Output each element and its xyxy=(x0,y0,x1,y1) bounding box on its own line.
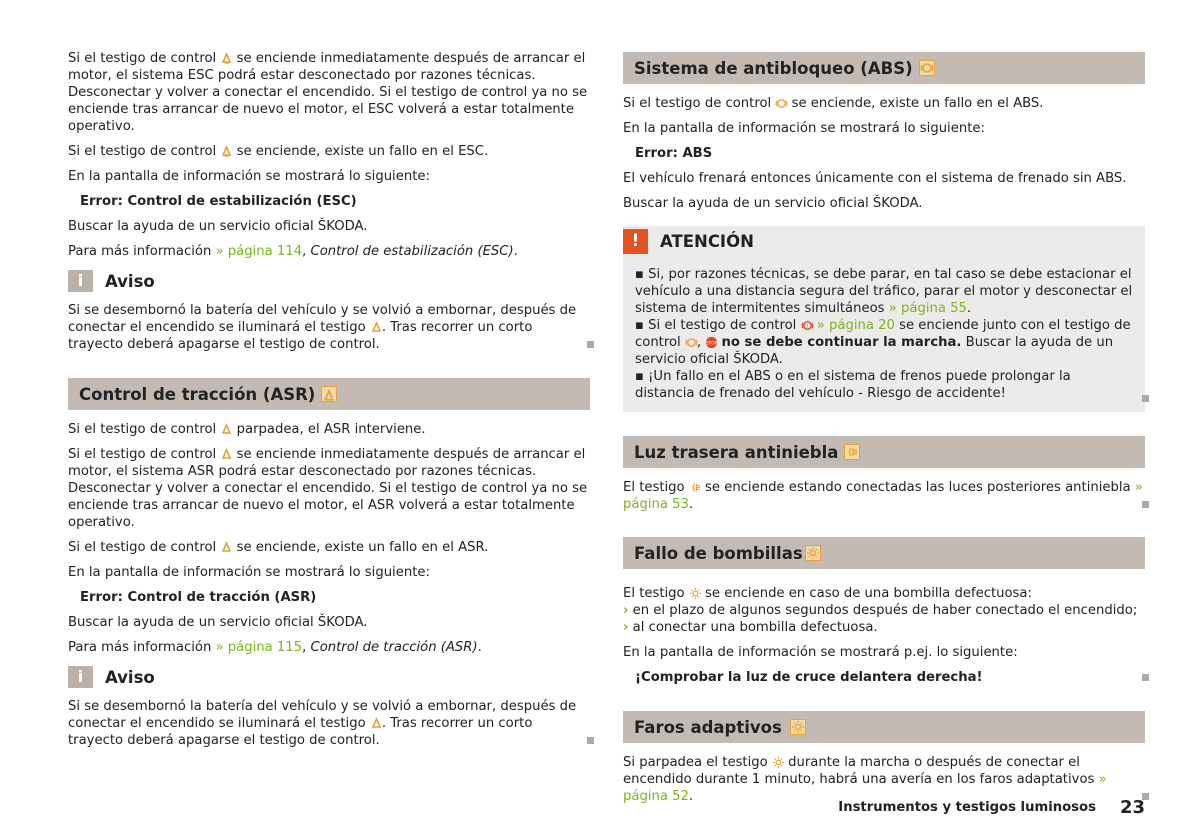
abs-para-1: Si el testigo de control se enciende, existe un fallo en el ABS. xyxy=(623,96,1044,111)
esc-para-2: Si el testigo de control se enciende, existe un fallo en el ESC. xyxy=(68,144,489,159)
right-column xyxy=(623,52,1145,813)
svg-text:STOP: STOP xyxy=(706,340,718,346)
asr-para-3: Si el testigo de control se enciende, existe un fallo en el ASR. xyxy=(68,540,489,555)
section-end-marker xyxy=(1142,395,1149,402)
footer-title: Instrumentos y testigos luminosos xyxy=(838,800,1096,815)
asr-para-2: Si el testigo de control se enciende inmediatamente después de arrancar el motor, el sistema ASR podrá estar desconectado por razones técnicas. Desconectar y volver a conectar el encendido. Si el testigo de control ya no se enciende tras arrancar de nuevo el motor, el ASR volverá a estar totalmente operativo. xyxy=(68,447,588,530)
afs-lamp-icon xyxy=(790,719,806,735)
asr-para-6: Para más información » página 115, Control de tracción (ASR). xyxy=(68,640,482,655)
abs-para-3: El vehículo frenará entonces únicamente con el sistema de frenado sin ABS. xyxy=(623,171,1127,186)
abs-section-header: Sistema de antibloqueo (ABS) xyxy=(623,52,1145,84)
afs-section-header: Faros adaptivos xyxy=(623,711,1145,743)
asr-para-1: Si el testigo de control parpadea, el ASR interviene. xyxy=(68,422,426,437)
esc-lamp-icon xyxy=(370,716,382,728)
info-icon: i xyxy=(68,270,93,292)
esc-para-3: En la pantalla de información se mostrará lo siguiente: xyxy=(68,169,430,184)
page-footer xyxy=(838,799,1145,816)
warning-item-3: ▪ ¡Un fallo en el ABS o en el sistema de frenos puede prolongar la distancia de frenado del vehículo - Riesgo de accidente! xyxy=(635,369,1071,401)
link-page-114[interactable]: » página 114 xyxy=(215,244,303,259)
esc-error-message: Error: Control de estabilización (ESC) xyxy=(80,194,357,209)
warning-header xyxy=(623,226,1133,256)
bulb-fault-icon xyxy=(805,545,821,561)
rear-fog-icon xyxy=(844,444,860,460)
bulb-fault-icon xyxy=(689,586,701,598)
asr-lamp-icon xyxy=(321,386,337,402)
bulb-list-item-1: en el plazo de algunos segundos después de haber conectado el encendido; xyxy=(632,603,1138,618)
link-page-115[interactable]: » página 115 xyxy=(215,640,303,655)
fog-para-1: El testigo se enciende estando conectadas las luces posteriores antiniebla » página 53. xyxy=(623,479,1145,513)
asr-section-header: Control de tracción (ASR) xyxy=(68,378,590,410)
esc-lamp-icon xyxy=(220,51,232,63)
aviso-2-header xyxy=(68,666,590,688)
left-column xyxy=(68,50,590,757)
bulb-list-item-2: al conectar una bombilla defectuosa. xyxy=(632,620,878,635)
esc-para-5: Para más información » página 114, Control de estabilización (ESC). xyxy=(68,244,518,259)
abs-para-2: En la pantalla de información se mostrará lo siguiente: xyxy=(623,121,985,136)
page-number: 23 xyxy=(1119,797,1145,818)
warning-icon: ! xyxy=(623,229,648,254)
esc-lamp-icon xyxy=(370,320,382,332)
list-arrow-icon: › xyxy=(623,620,629,635)
esc-lamp-icon xyxy=(220,422,232,434)
link-page-55[interactable]: » página 55 xyxy=(888,301,967,316)
afs-lamp-icon xyxy=(772,755,784,767)
section-end-marker xyxy=(1142,501,1149,508)
bulb-section-header: Fallo de bombillas xyxy=(623,537,1145,569)
esc-lamp-icon xyxy=(220,540,232,552)
warning-item-2: ▪ Si el testigo de control ! » página 20 se enciende junto con el testigo de control , STOP no se debe continuar la marcha. Buscar la ayuda de un servicio oficial ŠKODA. xyxy=(635,318,1131,367)
link-page-53[interactable]: » página 53 xyxy=(623,480,1143,512)
abs-lamp-icon xyxy=(775,96,787,108)
bulb-para-1: El testigo se enciende en caso de una bombilla defectuosa: › en el plazo de algunos segundos después de haber conectado el encendido; › al conectar una bombilla defectuosa. xyxy=(623,586,1138,635)
aviso-1-header xyxy=(68,270,590,292)
esc-lamp-icon xyxy=(220,144,232,156)
asr-para-4: En la pantalla de información se mostrará lo siguiente: xyxy=(68,565,430,580)
aviso-2-title: Aviso xyxy=(105,667,155,687)
abs-lamp-icon xyxy=(685,335,697,347)
abs-error-message: Error: ABS xyxy=(635,146,713,161)
list-arrow-icon: › xyxy=(623,603,629,618)
section-end-marker xyxy=(587,341,594,348)
esc-para-1: Si el testigo de control se enciende inmediatamente después de arrancar el motor, el sistema ESC podrá estar desconectado por razones técnicas. Desconectar y volver a conectar el encendido. Si el testigo de control ya no se enciende tras arrancar de nuevo el motor, el ESC volverá a estar totalmente operativo. xyxy=(68,51,588,134)
asr-error-message: Error: Control de tracción (ASR) xyxy=(80,590,317,605)
stop-lamp-icon xyxy=(705,335,717,347)
svg-text:!: ! xyxy=(805,323,809,330)
rear-fog-icon xyxy=(689,480,701,492)
section-end-marker xyxy=(587,737,594,744)
aviso-2-text: Si se desembornó la batería del vehículo y se volvió a embornar, después de conectar el encendido se iluminará el testigo . Tras recorrer un corto trayecto deberá apagarse el testigo de control. xyxy=(68,698,590,749)
aviso-1-text: Si se desembornó la batería del vehículo y se volvió a embornar, después de conectar el encendido se iluminará el testigo . Tras recorrer un corto trayecto deberá apagarse el testigo de control. xyxy=(68,302,590,353)
warning-title: ATENCIÓN xyxy=(660,231,754,251)
abs-para-4: Buscar la ayuda de un servicio oficial ŠKODA. xyxy=(623,196,923,211)
bulb-error-message: ¡Comprobar la luz de cruce delantera derecha! xyxy=(623,669,1145,686)
info-icon: i xyxy=(68,666,93,688)
asr-para-5: Buscar la ayuda de un servicio oficial ŠKODA. xyxy=(68,615,368,630)
aviso-1-title: Aviso xyxy=(105,271,155,291)
warning-box xyxy=(623,226,1145,412)
esc-lamp-icon xyxy=(220,447,232,459)
esc-para-4: Buscar la ayuda de un servicio oficial ŠKODA. xyxy=(68,219,368,234)
bulb-para-2: En la pantalla de información se mostrará p.ej. lo siguiente: xyxy=(623,645,1018,660)
fog-section-header: Luz trasera antiniebla xyxy=(623,436,1145,468)
afs-para-1: Si parpadea el testigo durante la marcha o después de conectar el encendido durante 1 minuto, habrá una avería en los faros adaptativos » página 52. xyxy=(623,754,1145,805)
brake-lamp-icon xyxy=(801,318,813,330)
abs-lamp-icon xyxy=(919,60,935,76)
link-page-52[interactable]: » página 52 xyxy=(623,772,1107,804)
section-end-marker xyxy=(1142,674,1149,681)
warning-item-1: ▪ Si, por razones técnicas, se debe parar, en tal caso se debe estacionar el vehículo a una distancia segura del tráfico, parar el motor y desconectar el sistema de intermitentes simultáneos » página 55. xyxy=(635,267,1133,316)
link-page-20[interactable]: » página 20 xyxy=(816,318,895,333)
